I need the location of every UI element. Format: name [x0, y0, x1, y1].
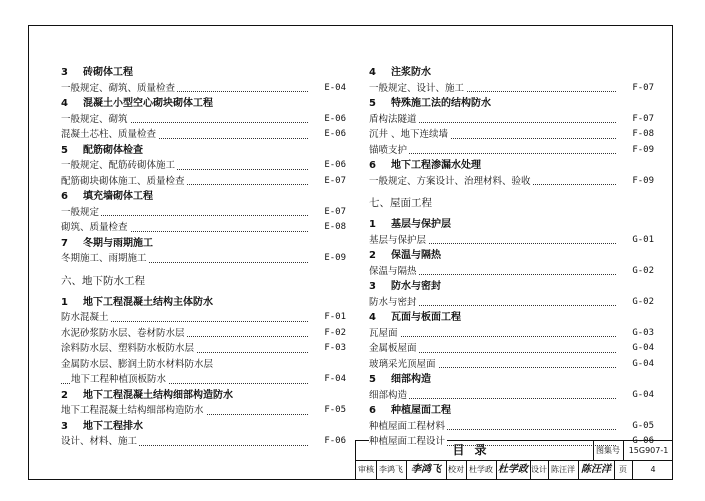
toc-entry	[369, 233, 654, 249]
section-number: 4	[369, 67, 376, 78]
designer-signature: 陈汪洋	[578, 460, 615, 480]
toc-entry	[369, 388, 654, 404]
toc-item-label: 瓦屋面	[369, 327, 398, 339]
page-code: E-06	[324, 129, 346, 139]
section-number: 1	[369, 219, 376, 230]
page-code: E-06	[324, 113, 346, 124]
chapter-heading	[61, 271, 346, 291]
reviewer-name: 李鸿飞	[376, 460, 407, 480]
toc-column-right	[369, 65, 654, 450]
toc-item-label: 金属防水层、膨润土防水材料防水层	[61, 358, 214, 370]
section-title: 种植屋面工程	[391, 405, 451, 416]
section-heading	[369, 372, 654, 388]
toc-entry	[369, 341, 654, 357]
section-heading	[61, 189, 346, 205]
section-title: 特殊施工法的结构防水	[391, 98, 491, 109]
page-code: G-01	[632, 234, 654, 245]
page-code: F-01	[324, 312, 346, 322]
toc-item-label: 冬期施工、雨期施工	[61, 253, 147, 264]
reviewer-signature: 李鸿飞	[406, 460, 447, 480]
toc-item-label: 水泥砂浆防水层、卷材防水层	[61, 327, 185, 339]
section-title: 注浆防水	[391, 67, 431, 78]
toc-entry	[369, 112, 654, 128]
section-title: 地下工程混凝土结构细部构造防水	[83, 389, 233, 401]
section-heading	[61, 143, 346, 159]
toc-entry	[369, 127, 654, 143]
toc-entry	[61, 434, 346, 450]
toc-item-label: 一般规定、设计、施工	[369, 82, 465, 94]
page-code: F-03	[324, 343, 346, 353]
atlas-number: 15G907-1	[628, 446, 669, 455]
chapter-title: 六、地下防水工程	[61, 274, 145, 287]
section-heading	[369, 217, 654, 233]
toc-entry	[61, 341, 346, 357]
sheet-title: 目录	[356, 441, 594, 460]
section-heading	[369, 310, 654, 326]
section-number: 6	[369, 160, 376, 171]
toc-item-label: 沉井 、地下连续墙	[369, 129, 449, 140]
toc-entry	[61, 310, 346, 326]
toc-item-label: 地下工程种植顶板防水	[71, 374, 167, 385]
page-code: G-05	[632, 420, 654, 431]
section-heading	[369, 158, 654, 174]
toc-item-label: 一般规定、方案设计、治理材料、验收	[369, 175, 531, 187]
section-number: 1	[61, 296, 68, 308]
toc-entry	[61, 81, 346, 97]
page-code: G-04	[632, 343, 654, 353]
chapter-title: 七、屋面工程	[369, 197, 432, 209]
section-heading	[61, 65, 346, 81]
page-code: G-04	[632, 389, 654, 400]
page-code: F-07	[632, 113, 654, 124]
atlas-label: 图集号	[593, 441, 624, 460]
page-code: E-07	[324, 206, 346, 217]
page-code: F-07	[632, 82, 654, 93]
page-code: E-09	[324, 253, 346, 263]
toc-item-label: 玻璃采光顶屋面	[369, 358, 436, 370]
toc-item-label: 一般规定、砌筑	[61, 113, 128, 125]
page-code: G-04	[632, 358, 654, 369]
toc-item-label: 种植屋面工程材料	[369, 420, 446, 432]
toc-entry	[61, 174, 346, 190]
section-number: 7	[61, 237, 68, 249]
section-title: 混凝土小型空心砌块砌体工程	[83, 98, 213, 109]
check-label: 校对	[446, 460, 467, 480]
toc-entry	[61, 205, 346, 221]
section-heading	[61, 236, 346, 252]
review-label: 审核	[356, 460, 377, 480]
page-code: G-03	[632, 327, 654, 338]
section-title: 冬期与雨期施工	[83, 237, 153, 249]
toc-item-label: 防水与密封	[369, 296, 417, 308]
designer-name: 陈汪洋	[548, 460, 579, 480]
section-title: 砖砌体工程	[83, 67, 133, 78]
page-code: F-02	[324, 327, 346, 338]
section-heading	[369, 279, 654, 295]
toc-entry	[369, 174, 654, 190]
page-code: F-08	[632, 129, 654, 139]
toc-item-label: 一般规定、砌筑、质量检查	[61, 82, 176, 94]
page-label: 页	[614, 460, 633, 480]
page-code: E-08	[324, 222, 346, 232]
section-number: 4	[369, 312, 376, 323]
section-number: 2	[61, 389, 68, 401]
page-code: F-09	[632, 175, 654, 186]
section-number: 3	[61, 420, 68, 432]
section-number: 5	[61, 144, 68, 156]
section-heading	[61, 419, 346, 435]
toc-entry	[369, 326, 654, 342]
page-code: F-04	[324, 374, 346, 384]
toc-entry	[61, 112, 346, 128]
toc-entry	[369, 295, 654, 311]
toc-entry	[61, 403, 346, 419]
toc-item-label: 锚喷支护	[369, 144, 408, 156]
section-heading	[61, 295, 346, 311]
toc-entry	[61, 251, 346, 267]
toc-entry	[61, 372, 346, 388]
checker-name: 杜学政	[466, 460, 497, 480]
section-title: 基层与保护层	[391, 219, 451, 230]
section-title: 填充墙砌体工程	[83, 191, 153, 202]
toc-item-label: 一般规定	[61, 206, 100, 218]
section-title: 保温与隔热	[391, 250, 441, 261]
toc-item-label: 种植屋面工程设计	[369, 436, 446, 447]
toc-entry	[61, 158, 346, 174]
page-code: F-09	[632, 144, 654, 155]
page-code: G-06	[632, 436, 654, 446]
section-title: 瓦面与板面工程	[391, 312, 461, 323]
section-number: 5	[369, 98, 376, 109]
page-code: E-07	[324, 175, 346, 186]
toc-entry	[61, 220, 346, 236]
page-code: E-06	[324, 160, 346, 170]
page-code: G-02	[632, 296, 654, 307]
section-heading	[369, 403, 654, 419]
page-code: G-02	[632, 265, 654, 276]
toc-item-label: 保温与隔热	[369, 265, 417, 277]
toc-entry	[369, 264, 654, 280]
section-heading	[369, 96, 654, 112]
page-code: F-06	[324, 436, 346, 446]
section-heading	[369, 248, 654, 264]
page-code: F-05	[324, 405, 346, 415]
title-block-row-2	[356, 460, 673, 480]
design-label: 设计	[530, 460, 549, 480]
toc-item-label: 砌筑、质量检查	[61, 222, 128, 233]
toc-item-label: 配筋砌块砌体施工、质量检查	[61, 175, 185, 187]
section-title: 配筋砌体检查	[83, 144, 143, 156]
section-number: 4	[61, 98, 68, 109]
page-number: 4	[650, 465, 656, 474]
toc-item-label: 金属板屋面	[369, 343, 417, 354]
leader-dots	[369, 336, 616, 337]
section-number: 5	[369, 374, 376, 385]
section-heading	[369, 65, 654, 81]
toc-item-label: 基层与保护层	[369, 234, 427, 246]
section-number: 6	[61, 191, 68, 202]
section-heading	[61, 96, 346, 112]
toc-item-label: 混凝土芯柱、质量检查	[61, 129, 157, 140]
toc-item-label: 细部构造	[369, 389, 408, 401]
toc-entry	[61, 326, 346, 342]
toc-item-label: 防水混凝土	[61, 312, 109, 323]
section-number: 3	[61, 67, 68, 78]
section-title: 地下工程混凝土结构主体防水	[83, 296, 213, 308]
section-title: 防水与密封	[391, 281, 441, 292]
toc-item-label: 盾构法隧道	[369, 113, 417, 125]
page-code: E-04	[324, 82, 346, 93]
toc-text-line	[61, 357, 346, 373]
checker-signature: 杜学政	[496, 460, 531, 480]
toc-item-label: 地下工程混凝土结构细部构造防水	[61, 405, 204, 416]
toc-item-label: 一般规定、配筋砖砌体施工	[61, 160, 176, 171]
toc-item-label: 设计、材料、施工	[61, 436, 138, 447]
section-number: 6	[369, 405, 376, 416]
section-number: 3	[369, 281, 376, 292]
toc-entry	[61, 127, 346, 143]
toc-column-left	[61, 65, 346, 450]
section-number: 2	[369, 250, 376, 261]
chapter-heading	[369, 193, 654, 213]
section-heading	[61, 388, 346, 404]
toc-entry	[369, 143, 654, 159]
toc-entry	[369, 81, 654, 97]
toc-entry	[369, 357, 654, 373]
toc-entry	[369, 419, 654, 435]
toc-item-label: 涂料防水层、塑料防水板防水层	[61, 343, 195, 354]
section-title: 地下工程渗漏水处理	[391, 160, 481, 171]
section-title: 细部构造	[391, 374, 431, 385]
section-title: 地下工程排水	[83, 420, 143, 432]
